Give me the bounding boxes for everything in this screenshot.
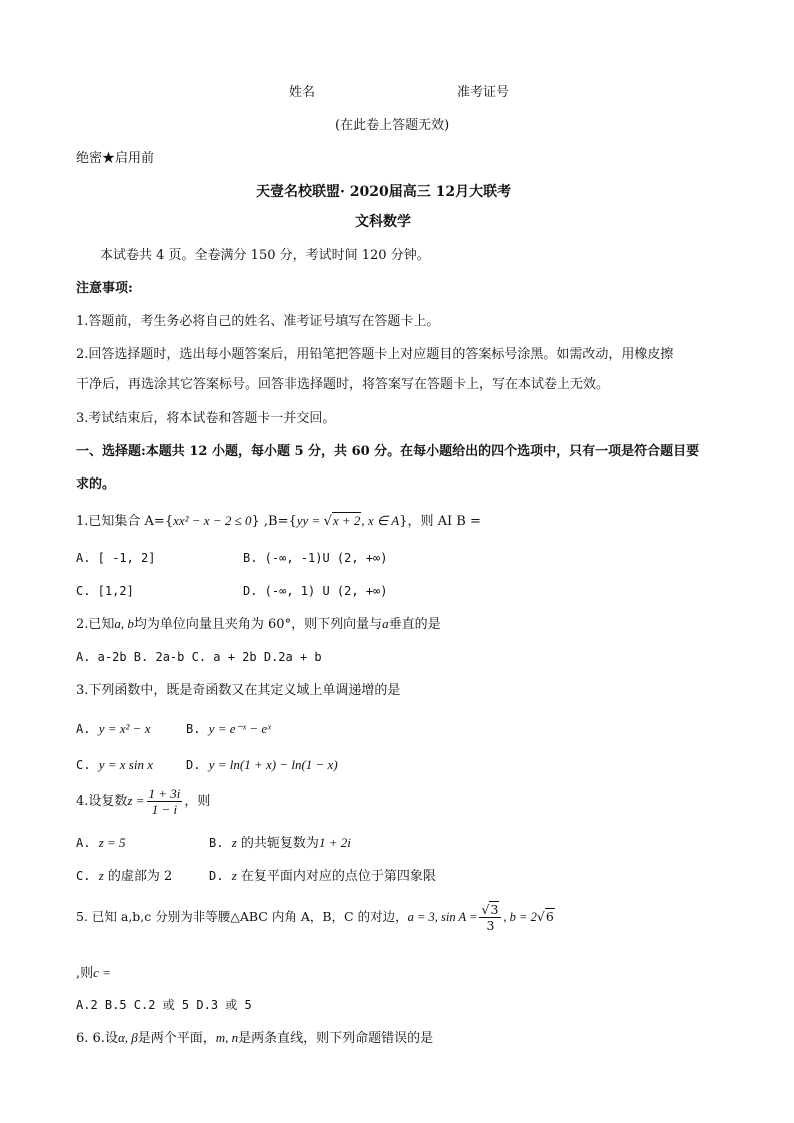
q5-fraction	[479, 902, 501, 933]
q4-option-b-text: 的共轭复数为	[240, 836, 319, 851]
q4-option-c	[76, 869, 172, 883]
q3-option-b	[186, 722, 271, 736]
q3-option-b-formula: y = e⁻ˣ − eˣ	[208, 721, 271, 736]
secret-tag: 绝密★启用前	[76, 151, 155, 166]
q4-option-b-label: B.	[209, 836, 224, 850]
q3-option-d-formula: y = ln(1 + x) − ln(1 − x)	[208, 757, 338, 772]
q3-option-c-label: C.	[76, 758, 91, 772]
q2-var-a: a	[382, 616, 389, 631]
q4-option-d-label: D.	[209, 869, 224, 883]
q4-numerator: 1 + 3i	[148, 786, 181, 801]
q3-option-b-label: B.	[186, 722, 201, 736]
q1-set-b-radicand: x + 2	[332, 513, 361, 528]
q4-option-c-z: z	[98, 868, 104, 883]
q1-option-c: C. [1,2]	[76, 584, 134, 598]
q6-stem-c: 是两条直线，则下列命题错误的是	[238, 1031, 434, 1046]
notice-item-3: 3.考试结束后，将本试卷和答题卡一并交回。	[76, 411, 336, 426]
q5-cond-b: , b = 2	[503, 910, 537, 924]
q4-denominator: 1 − i	[151, 802, 178, 817]
q6-vars-mn: m, n	[215, 1030, 239, 1045]
q5-sqrt-num: 3	[490, 902, 499, 917]
q4-option-b-z: z	[231, 835, 237, 850]
q3-option-c-formula: y = x sin x	[98, 757, 153, 772]
q3-option-d	[186, 758, 338, 772]
q1-mid: } ,B={	[251, 514, 297, 529]
q4-option-d-text: 在复平面内对应的点位于第四象限	[240, 869, 436, 884]
q1-option-b: B. (-∞, -1)U (2, +∞)	[243, 551, 388, 565]
q5-stem	[76, 902, 555, 933]
q4-option-c-label: C.	[76, 869, 91, 883]
notice-heading: 注意事项:	[76, 281, 133, 296]
q5-options: A.2 B.5 C.2 或 5 D.3 或 5	[76, 998, 252, 1012]
notice-item-2b: 干净后，再选涂其它答案标号。回答非选择题时，将答案写在答题卡上，写在本试卷上无效。	[76, 377, 610, 392]
q4-fraction	[147, 786, 183, 817]
q5-then	[76, 966, 111, 980]
q1-set-a: xx² − x − 2 ≤ 0	[173, 513, 252, 528]
q1-prefix: 1.已知集合 A={	[76, 514, 174, 529]
sqrt-icon: √	[536, 909, 545, 924]
exam-title: 天壹名校联盟· 2020届高三 12月大联考	[256, 184, 512, 200]
q4-stem	[76, 786, 210, 817]
q4-option-a	[76, 836, 126, 850]
q4-option-c-text: 的虚部为 2	[107, 869, 173, 884]
notice-item-2a: 2.回答选择题时，选出每小题答案后，用铅笔把答题卡上对应题目的答案标号涂黑。如需改动，用橡皮擦	[76, 347, 674, 362]
q1-option-d: D. (-∞, 1) U (2, +∞)	[243, 584, 388, 598]
section-heading-a: 一、选择题:本题共 12 小题，每小题 5 分，共 60 分。在每小题给出的四个选项中，只有一项是符合题目要	[76, 444, 700, 459]
q2-options: A. a-2b B. 2a-b C. a + 2b D.2a + b	[76, 650, 322, 664]
q3-option-d-label: D.	[186, 758, 201, 772]
q5-c-eq: c =	[93, 965, 111, 980]
q4-option-d	[209, 869, 436, 883]
q5-sqrt-b: 6	[545, 909, 554, 924]
sqrt-icon: √	[323, 514, 332, 529]
q4-stem-b: ，则	[184, 794, 211, 809]
name-label: 姓名	[289, 85, 316, 100]
q6-stem	[76, 1031, 433, 1045]
q4-option-a-label: A.	[76, 836, 91, 850]
q4-z-eq: z =	[127, 793, 145, 808]
q3-option-a-formula: y = x² − x	[98, 721, 151, 736]
q5-stem-text: 5. 已知 a,b,c 分别为非等腰△ABC 内角 A，B，C 的对边，	[76, 909, 408, 924]
q4-stem-a: 4.设复数	[76, 794, 128, 809]
ticket-number-label: 准考证号	[457, 85, 510, 100]
sqrt-icon: √	[481, 902, 490, 917]
subject-title: 文科数学	[355, 214, 411, 230]
q5-then-text: ,则	[76, 966, 94, 981]
q3-stem: 3.下列函数中，既是奇函数又在其定义域上单调递增的是	[76, 683, 401, 698]
q1-tail: }，则 AI B =	[399, 514, 481, 529]
q5-cond-a: a = 3, sin A =	[407, 910, 478, 924]
q3-option-a-label: A.	[76, 722, 91, 736]
q3-option-a	[76, 722, 150, 736]
q4-option-a-formula: z = 5	[98, 835, 126, 850]
q1-set-b-pre: yy =	[296, 513, 324, 528]
q2-vars: a, b	[114, 616, 134, 631]
q6-stem-a: 6. 6.设	[76, 1031, 118, 1046]
q4-option-b-value: 1 + 2i	[318, 835, 351, 850]
q4-option-d-z: z	[231, 868, 237, 883]
invalid-note: (在此卷上答题无效)	[335, 118, 450, 133]
q1-stem	[76, 514, 481, 528]
q6-vars-ab: α, β	[117, 1030, 138, 1045]
q3-option-c	[76, 758, 153, 772]
q5-denominator: 3	[486, 918, 495, 933]
section-heading-b: 求的。	[76, 477, 116, 492]
q6-stem-b: 是两个平面，	[137, 1031, 216, 1046]
q4-option-b	[209, 836, 351, 850]
q2-stem-b: 均为单位向量且夹角为 60°，则下列向量与	[133, 617, 383, 632]
q2-stem	[76, 617, 441, 631]
q2-stem-a: 2.已知	[76, 617, 115, 632]
exam-intro: 本试卷共 4 页。全卷满分 150 分，考试时间 120 分钟。	[100, 248, 430, 263]
q1-set-b-post: , x ∈ A	[361, 513, 400, 528]
q1-option-a: A. [ -1, 2]	[76, 551, 156, 565]
notice-item-1: 1.答题前，考生务必将自己的姓名、准考证号填写在答题卡上。	[76, 314, 440, 329]
q5-numerator	[479, 902, 501, 918]
q2-stem-c: 垂直的是	[388, 617, 441, 632]
